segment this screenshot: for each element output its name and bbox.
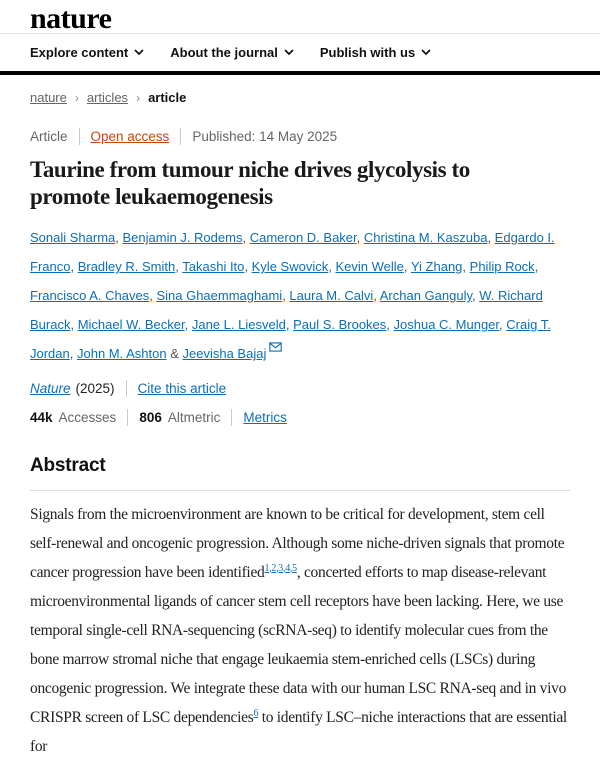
citation-link[interactable]: 1 [264, 562, 270, 574]
accesses-value: 44k [30, 410, 53, 425]
journal-link[interactable]: Nature [30, 381, 71, 396]
nature-logo[interactable]: nature [30, 2, 112, 35]
author-separator: , [70, 259, 78, 274]
author-link[interactable]: Takashi Ito [182, 259, 245, 274]
site-header [0, 0, 600, 34]
metrics-link[interactable]: Metrics [243, 410, 287, 425]
abstract-section [30, 455, 570, 761]
nav-item-about-the-journal[interactable] [170, 45, 294, 60]
main-nav [0, 34, 600, 75]
cite-this-article-link[interactable]: Cite this article [137, 381, 227, 396]
accesses-label: Accesses [58, 410, 117, 425]
author-link[interactable]: Bradley R. Smith [77, 259, 176, 274]
author-separator: , [285, 317, 294, 332]
author-separator: , [356, 230, 364, 245]
author-separator: , [462, 259, 470, 274]
article-page [0, 90, 600, 761]
author-link[interactable]: Craig T. Jordan [30, 317, 551, 361]
author-separator: , [70, 317, 78, 332]
chevron-down-icon [284, 49, 294, 56]
author-separator: , [386, 317, 394, 332]
author-link[interactable]: Archan Ganguly [379, 288, 473, 303]
meta-divider [79, 128, 80, 145]
author-separator: & [166, 346, 183, 361]
citation-separator: , [289, 562, 293, 574]
breadcrumb-link-articles[interactable]: articles [86, 90, 129, 105]
author-separator: , [499, 317, 507, 332]
citation-link[interactable]: 4 [285, 562, 290, 574]
citation-separator: , [276, 562, 279, 574]
chevron-down-icon [421, 49, 431, 56]
author-separator: , [328, 259, 336, 274]
author-link[interactable]: Jane L. Liesveld [191, 317, 286, 332]
author-link[interactable]: Edgardo I. Franco [30, 230, 555, 274]
breadcrumb [30, 90, 570, 105]
author-separator: , [403, 259, 411, 274]
abstract-heading: Abstract [30, 455, 106, 476]
title-line: promote leukaemogenesis [30, 184, 273, 209]
abstract-text: Signals from the microenvironment are known to be critical for development, stem cell self-renewal and oncogenic progression. Although some niche-driven signals that promote cancer progression have been identified$^{1,2,3,4,5}$, concerted efforts to map disease-relevant microenvironmental ligands of cancer stem cell receptors have been lacking. Here, we use temporal single-cell RNA-sequencing (scRNA-seq) to identify molecular cues from the bone marrow stromal niche that engage leukaemia stem-enriched cells (LSCs) during oncogenic progression. We integrate these data with our human LSC RNA-seq and in vivo CRISPR screen of LSC dependencies$^6$ to identify LSC–niche interactions that are essential for [30, 506, 567, 755]
citation-link[interactable]: 5 [292, 562, 297, 574]
citation-link[interactable]: 6 [253, 707, 259, 719]
author-separator: , [244, 259, 252, 274]
meta-divider [231, 409, 232, 426]
author-separator: , [282, 288, 290, 303]
citation-separator: , [283, 562, 286, 574]
author-link[interactable]: Laura M. Calvi [289, 288, 374, 303]
author-separator: , [115, 230, 123, 245]
open-access-link[interactable]: Open access [90, 129, 170, 144]
published-date: Published: 14 May 2025 [192, 129, 338, 144]
citation-link[interactable]: 2 [271, 562, 277, 574]
nav-item-publish-with-us[interactable] [320, 45, 431, 60]
citation-group [253, 708, 258, 719]
author-link[interactable]: Francisco A. Chaves [30, 288, 150, 303]
section-divider [30, 490, 570, 491]
author-link[interactable]: Kyle Swovick [251, 259, 329, 274]
email-envelope-icon[interactable] [269, 333, 282, 362]
author-separator: , [149, 288, 157, 303]
author-separator: , [175, 259, 183, 274]
article-meta [30, 128, 570, 145]
page-title [30, 156, 570, 210]
nav-item-label: Explore content [30, 45, 129, 60]
altmetric-label: Altmetric [167, 410, 221, 425]
title-line: Taurine from tumour niche drives glycolysis to [30, 157, 470, 182]
author-link[interactable]: Philip Rock [469, 259, 535, 274]
breadcrumb-separator-icon: › [74, 90, 79, 105]
author-link[interactable]: Michael W. Becker [77, 317, 185, 332]
author-separator: , [373, 288, 380, 303]
author-separator: , [472, 288, 480, 303]
author-list [30, 223, 570, 368]
author-separator: , [242, 230, 250, 245]
author-link[interactable]: Yi Zhang [410, 259, 463, 274]
author-link[interactable]: Benjamin J. Rodems [122, 230, 243, 245]
nav-item-label: Publish with us [319, 45, 416, 60]
altmetric-value: 806 [139, 410, 162, 425]
author-separator: , [487, 230, 495, 245]
author-link[interactable]: W. Richard Burack [30, 288, 543, 332]
chevron-down-icon [134, 49, 144, 56]
meta-divider [180, 128, 181, 145]
author-link[interactable]: Christina M. Kaszuba [363, 230, 488, 245]
journal-year: (2025) [75, 381, 115, 396]
author-link[interactable]: Jeevisha Bajaj [182, 346, 267, 361]
author-separator: , [534, 259, 539, 274]
author-separator: , [69, 346, 77, 361]
metrics-bar [30, 409, 570, 426]
author-link[interactable]: Kevin Welle [335, 259, 404, 274]
nav-item-explore-content[interactable] [30, 45, 144, 60]
author-separator: , [184, 317, 192, 332]
breadcrumb-current: article [148, 90, 187, 105]
author-link[interactable]: Paul S. Brookes [293, 317, 387, 332]
nav-item-label: About the journal [170, 45, 278, 60]
author-link[interactable]: Cameron D. Baker [249, 230, 357, 245]
author-link[interactable]: John M. Ashton [76, 346, 167, 361]
article-type-label: Article [30, 129, 68, 144]
author-link[interactable]: Joshua C. Munger [393, 317, 500, 332]
citation-link[interactable]: 3 [278, 562, 283, 574]
breadcrumb-link-nature[interactable]: nature [30, 90, 67, 105]
citation-group [264, 563, 296, 574]
journal-citation-line [30, 380, 570, 397]
author-link[interactable]: Sonali Sharma [30, 230, 116, 245]
breadcrumb-separator-icon: › [136, 90, 141, 105]
meta-divider [126, 380, 127, 397]
author-link[interactable]: Sina Ghaemmaghami [156, 288, 283, 303]
meta-divider [127, 409, 128, 426]
citation-separator: , [269, 562, 272, 574]
